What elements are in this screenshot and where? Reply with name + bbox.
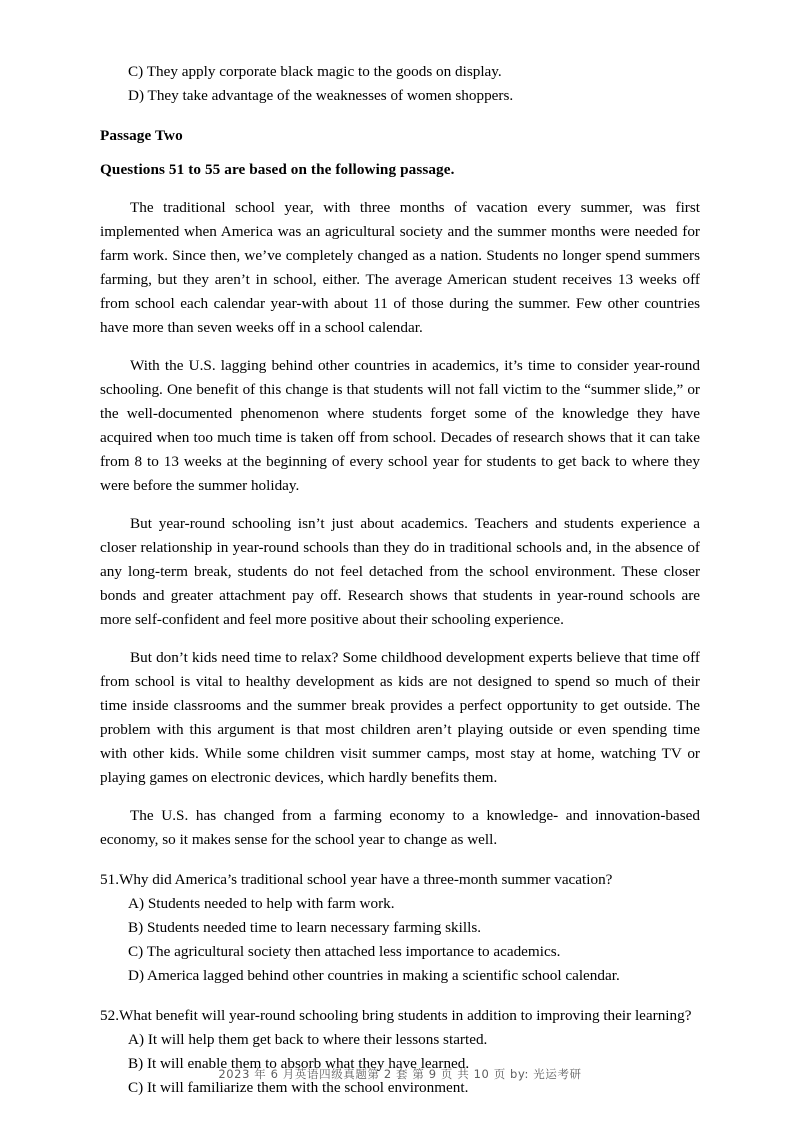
page-content <box>100 60 700 1100</box>
question-52-stem <box>100 1004 700 1028</box>
carryover-options-group <box>100 60 700 108</box>
question-52-option-a[interactable]: A) It will help them get back to where their lessons started. <box>128 1031 488 1048</box>
question-51-number: 51. <box>100 871 119 888</box>
question-52 <box>100 1004 700 1100</box>
question-52-number: 52. <box>100 1007 119 1024</box>
passage-body <box>100 196 700 852</box>
question-52-text: What benefit will year-round schooling bring students in addition to improving their learning? <box>118 1007 692 1024</box>
question-52-option-c[interactable]: C) It will familiarize them with the school environment. <box>128 1079 469 1096</box>
page-footer-text: 2023 年 6 月英语四级真题第 2 套 第 9 页 共 10 页 by: 光运考研 <box>218 1067 582 1081</box>
question-52-options <box>100 1028 700 1100</box>
question-51-option-a[interactable]: A) Students needed to help with farm work. <box>128 895 395 912</box>
question-51-option-c[interactable]: C) The agricultural society then attached less importance to academics. <box>128 943 561 960</box>
question-51-option-b[interactable]: B) Students needed time to learn necessary farming skills. <box>128 919 482 936</box>
question-51-text: Why did America’s traditional school year have a three-month summer vacation? <box>118 871 613 888</box>
question-51-options <box>100 892 700 988</box>
question-52-option-b[interactable]: B) It will enable them to absorb what they have learned. <box>128 1055 470 1072</box>
passage-paragraph-5: The U.S. has changed from a farming economy to a knowledge- and innovation-based economy, so it makes sense for the school year to change as well. <box>100 807 700 848</box>
passage-paragraph-3: But year-round schooling isn’t just about academics. Teachers and students experience a closer relationship in year-round schools than they do in traditional schools and, in the absence of any long-term break, students do not feel detached from the school environment. These closer bonds and greater attachment pay off. Research shows that students in year-round schools are more self-confident and feel more positive about their schooling experience. <box>100 515 700 628</box>
passage-paragraph-2: With the U.S. lagging behind other countries in academics, it’s time to consider year-round schooling. One benefit of this change is that students will not fall victim to the “summer slide,” or the well-documented phenomenon where students forget some of the knowledge they have acquired when too much time is taken off from school. Decades of research shows that it can take from 8 to 13 weeks at the beginning of every school year for students to get back to where they were before the summer holiday. <box>100 357 700 494</box>
passage-title: Passage Two <box>100 127 183 144</box>
question-51 <box>100 868 700 988</box>
passage-paragraph-4: But don’t kids need time to relax? Some childhood development experts believe that time off from school is vital to healthy development as kids are not designed to spend so much of their time inside classrooms and the summer break provides a perfect opportunity to get outside. The problem with this argument is that most children aren’t playing outside or even spending time with other kids. While some children visit summer camps, most stay at home, watching TV or playing games on electronic devices, which hardly benefits them. <box>100 649 700 786</box>
carryover-option-c: C) They apply corporate black magic to the goods on display. <box>128 63 502 80</box>
page-footer <box>0 1066 800 1083</box>
questions-directive: Questions 51 to 55 are based on the following passage. <box>100 161 455 178</box>
passage-paragraph-1: The traditional school year, with three months of vacation every summer, was first implemented when America was an agricultural society and the summer months were needed for farm work. Since then, we’ve completely changed as a nation. Students no longer spend summers farming, but they aren’t in school, either. The average American student receives 13 weeks off from school each calendar year-with about 11 of those during the summer. Few other countries have more than seven weeks off in a school calendar. <box>100 199 700 336</box>
question-51-stem <box>100 868 700 892</box>
question-51-option-d[interactable]: D) America lagged behind other countries in making a scientific school calendar. <box>128 967 620 984</box>
carryover-option-d: D) They take advantage of the weaknesses of women shoppers. <box>128 87 514 104</box>
